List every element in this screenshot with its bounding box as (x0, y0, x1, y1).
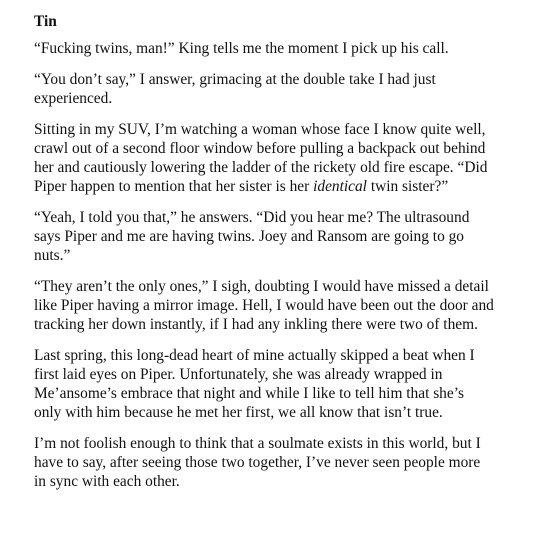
paragraph-3-end: twin sister?” (366, 178, 449, 195)
paragraph-3 (34, 120, 494, 196)
paragraph-2: “You don’t say,” I answer, grimacing at the double take I had just experienced. (34, 71, 436, 107)
paragraph-3-text: Sitting in my SUV, I’m watching a woman whose face I know quite well, crawl out of a second floor window before pulling a backpack out behind her and cautiously lowering the ladder of the rickety old fire escape. “Did Piper happen to mention that her sister is her (34, 121, 488, 195)
paragraph-6: Last spring, this long-dead heart of mine actually skipped a beat when I first laid eyes on Piper. Unfortunately, she was already wrapped in Me’ansome’s embrace that night and while I like to tell him that she’s only with him because he met her first, we all know that isn’t true. (34, 347, 475, 421)
paragraph-3-italic: identical (313, 178, 367, 195)
paragraph-4: “Yeah, I told you that,” he answers. “Did you hear me? The ultrasound says Piper and me are having twins. Joey and Ransom are going to go nuts.” (34, 209, 470, 264)
paragraph-7: I’m not foolish enough to think that a soulmate exists in this world, but I have to say, after seeing those two together, I’ve never seen people more in sync with each other. (34, 435, 481, 490)
document-page (34, 12, 494, 503)
chapter-heading: Tin (34, 13, 57, 30)
paragraph-1: “Fucking twins, man!” King tells me the moment I pick up his call. (34, 40, 449, 57)
paragraph-5: “They aren’t the only ones,” I sigh, doubting I would have missed a detail like Piper having a mirror image. Hell, I would have been out the door and tracking her down instantly, if I had any inkling there were two of them. (34, 278, 494, 333)
